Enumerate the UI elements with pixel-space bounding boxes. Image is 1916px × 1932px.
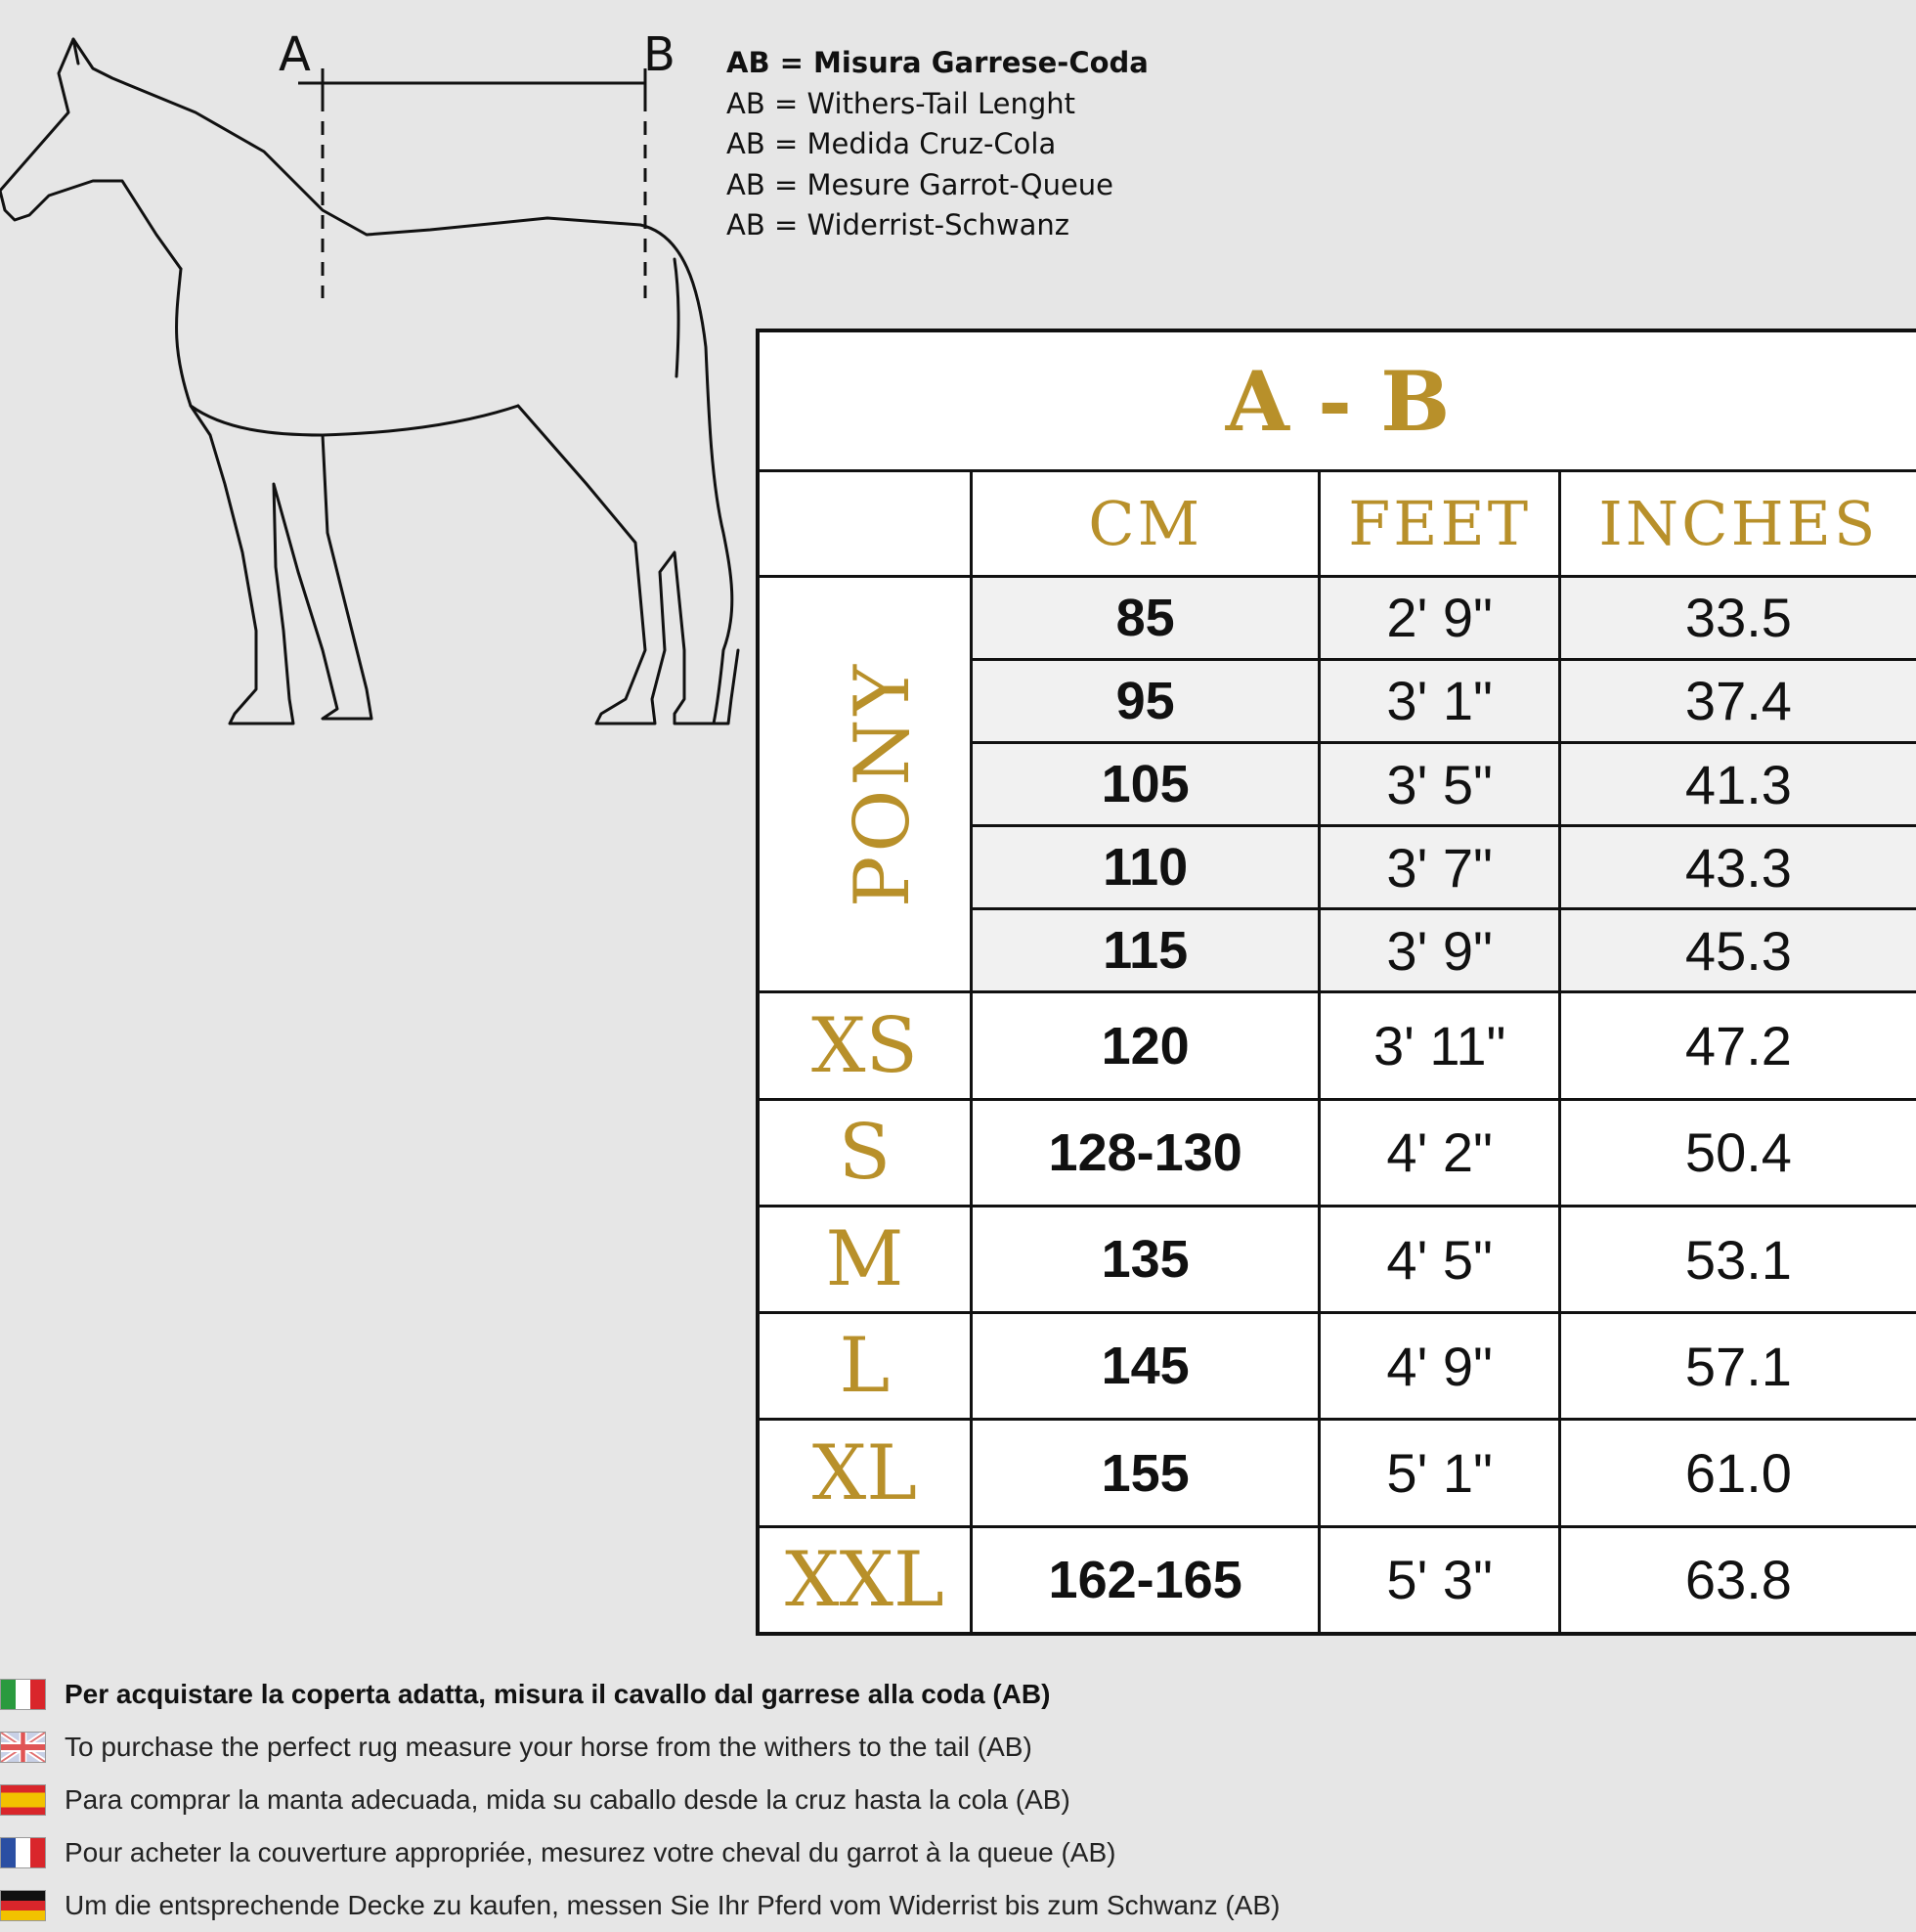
inches-value: 50.4	[1559, 1099, 1916, 1206]
size-label: XL	[758, 1420, 971, 1526]
table-row	[758, 1313, 1916, 1420]
table-title-row	[758, 330, 1916, 471]
uk-flag-icon	[0, 1732, 46, 1763]
legend-line-english: AB = Withers-Tail Lenght	[726, 86, 1076, 120]
inches-value: 63.8	[1559, 1526, 1916, 1634]
cm-value: 105	[971, 742, 1320, 825]
cm-value: 120	[971, 992, 1320, 1099]
instruction-text-french: Pour acheter la couverture appropriée, mesurez votre cheval du garrot à la queue (AB)	[65, 1837, 1116, 1867]
inches-value: 37.4	[1559, 659, 1916, 742]
feet-value: 3' 11"	[1320, 992, 1559, 1099]
inches-value: 45.3	[1559, 909, 1916, 992]
inches-value: 41.3	[1559, 742, 1916, 825]
feet-value: 4' 2"	[1320, 1099, 1559, 1206]
cm-value: 110	[971, 826, 1320, 909]
cm-value: 85	[971, 576, 1320, 659]
table-header-row	[758, 471, 1916, 576]
size-label: S	[758, 1099, 971, 1206]
legend-line-french: AB = Mesure Garrot-Queue	[726, 167, 1114, 201]
instruction-text-german: Um die entsprechende Decke zu kaufen, messen Sie Ihr Pferd vom Widerrist bis zum Schwanz (AB)	[65, 1890, 1281, 1920]
feet-value: 3' 1"	[1320, 659, 1559, 742]
table-row	[758, 1526, 1916, 1634]
point-a-label: A	[279, 27, 311, 82]
feet-value: 3' 9"	[1320, 909, 1559, 992]
feet-value: 4' 9"	[1320, 1313, 1559, 1420]
feet-value: 3' 5"	[1320, 742, 1559, 825]
size-label: M	[758, 1206, 971, 1312]
inches-value: 61.0	[1559, 1420, 1916, 1526]
horse-outline-icon	[0, 24, 753, 743]
header-blank-cell	[758, 471, 971, 576]
italy-flag-icon	[0, 1679, 46, 1710]
list-item	[0, 1668, 1916, 1721]
france-flag-icon	[0, 1837, 46, 1868]
cm-value: 95	[971, 659, 1320, 742]
legend-line-italian: AB = Misura Garrese-Coda	[726, 46, 1149, 79]
legend-line-spanish: AB = Medida Cruz-Cola	[726, 127, 1057, 160]
header-inches: INCHES	[1559, 471, 1916, 576]
cm-value: 135	[971, 1206, 1320, 1312]
measurement-legend	[726, 43, 1149, 246]
header-feet: FEET	[1320, 471, 1559, 576]
point-b-label: B	[643, 27, 675, 82]
cm-value: 155	[971, 1420, 1320, 1526]
feet-value: 2' 9"	[1320, 576, 1559, 659]
feet-value: 3' 7"	[1320, 826, 1559, 909]
instruction-text-italian: Per acquistare la coperta adatta, misura il cavallo dal garrese alla coda (AB)	[65, 1679, 1051, 1709]
inches-value: 57.1	[1559, 1313, 1916, 1420]
header-cm: CM	[971, 471, 1320, 576]
size-label: XS	[758, 992, 971, 1099]
instruction-text-spanish: Para comprar la manta adecuada, mida su caballo desde la cruz hasta la cola (AB)	[65, 1784, 1070, 1815]
cm-value: 145	[971, 1313, 1320, 1420]
size-label: XXL	[758, 1526, 971, 1634]
instructions-list	[0, 1668, 1916, 1932]
feet-value: 4' 5"	[1320, 1206, 1559, 1312]
inches-value: 47.2	[1559, 992, 1916, 1099]
size-label: L	[758, 1313, 971, 1420]
list-item	[0, 1774, 1916, 1826]
table-title: A - B	[758, 330, 1916, 471]
inches-value: 53.1	[1559, 1206, 1916, 1312]
cm-value: 162-165	[971, 1526, 1320, 1634]
inches-value: 43.3	[1559, 826, 1916, 909]
table-row	[758, 1099, 1916, 1206]
pony-label: PONY	[839, 660, 928, 908]
feet-value: 5' 3"	[1320, 1526, 1559, 1634]
size-chart-table	[756, 329, 1916, 1636]
cm-value: 115	[971, 909, 1320, 992]
spain-flag-icon	[0, 1784, 46, 1816]
instruction-text-english: To purchase the perfect rug measure your horse from the withers to the tail (AB)	[65, 1732, 1032, 1762]
table-row	[758, 1206, 1916, 1312]
cm-value: 128-130	[971, 1099, 1320, 1206]
list-item	[0, 1879, 1916, 1932]
feet-value: 5' 1"	[1320, 1420, 1559, 1526]
table-row	[758, 992, 1916, 1099]
list-item	[0, 1826, 1916, 1879]
inches-value: 33.5	[1559, 576, 1916, 659]
table-row	[758, 576, 1916, 659]
list-item	[0, 1721, 1916, 1774]
pony-group-label-cell	[758, 576, 971, 992]
germany-flag-icon	[0, 1890, 46, 1921]
legend-line-german: AB = Widerrist-Schwanz	[726, 208, 1069, 242]
table-row	[758, 1420, 1916, 1526]
